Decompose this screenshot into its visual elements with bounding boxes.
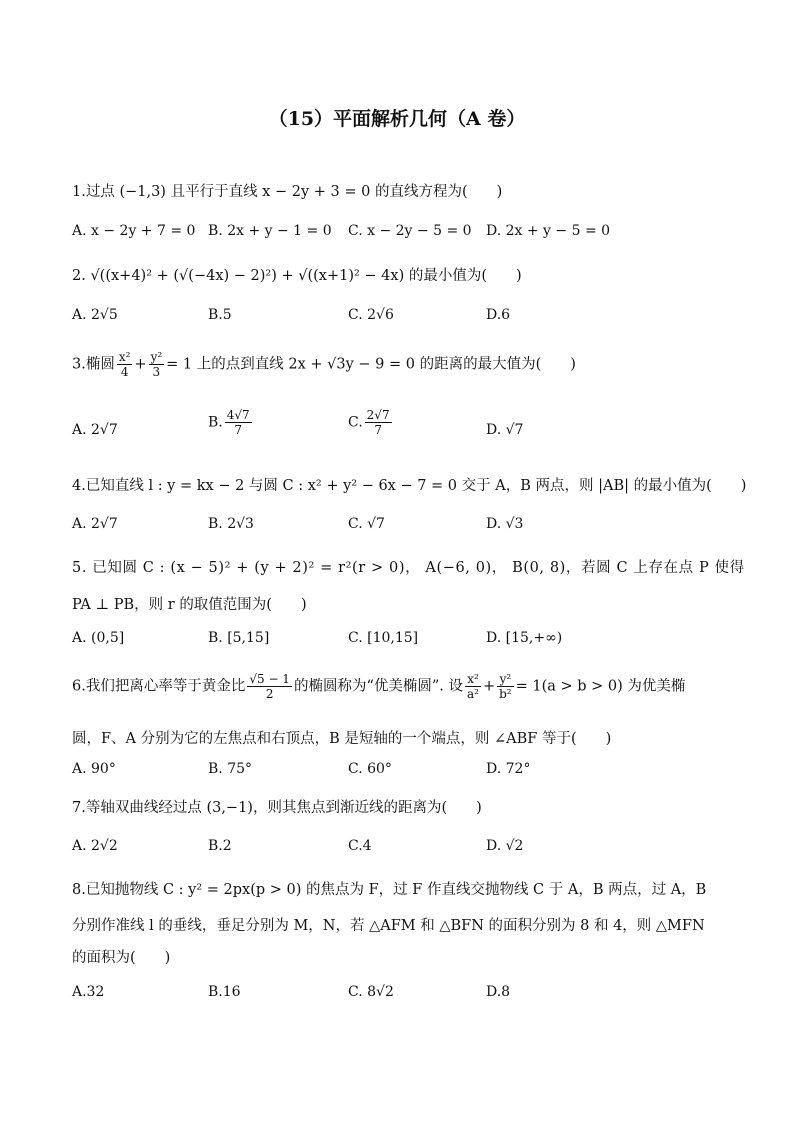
q3-optb-num: 4√7 (226, 408, 250, 422)
q6-option-b: B. 75° (208, 761, 253, 777)
q3-fraction-y (149, 350, 165, 379)
q5-stem-line1: 5. 已知圆 C : (x − 5)² + (y + 2)² = r²(r > 0)， A(−6, 0)， B(0, 8)，若圆 C 上存在点 P 使得 (72, 560, 745, 576)
q6-golden-ratio-fraction (247, 672, 292, 701)
q8-stem-line2: 分别作准线 l 的垂线，垂足分别为 M，N，若 △AFM 和 △BFN 的面积分别为 8 和 4，则 △MFN (72, 918, 705, 934)
q6-e-den2: b² (499, 687, 512, 701)
q3-frac1-num: x² (118, 350, 131, 364)
q3-option-d: D. √7 (486, 422, 524, 438)
q6-option-c: C. 60° (348, 761, 392, 777)
q3-optb-den: 7 (234, 423, 243, 437)
page-title: （15）平面解析几何（A 卷） (268, 108, 526, 130)
q7-option-d: D. √2 (486, 838, 524, 854)
q2-option-b: B.5 (208, 307, 232, 323)
q2-option-d: D.6 (486, 307, 511, 323)
q2-option-a: A. 2√5 (72, 307, 118, 323)
q2-option-c: C. 2√6 (348, 307, 394, 323)
q5-option-a: A. (0,5] (72, 630, 125, 646)
q4-option-b: B. 2√3 (208, 516, 254, 532)
q1-option-b: B. 2x + y − 1 = 0 (208, 223, 332, 239)
q6-gold-num: √5 − 1 (249, 672, 290, 686)
q6-e-den1: a² (467, 687, 479, 701)
q8-stem-line1: 8.已知抛物线 C : y² = 2px(p > 0) 的焦点为 F，过 F 作直线交抛物线 C 于 A，B 两点，过 A，B (72, 882, 707, 898)
q3-option-a: A. 2√7 (72, 422, 118, 438)
q4-option-d: D. √3 (486, 516, 524, 532)
q6-e-num1: x² (465, 672, 481, 687)
q7-stem: 7.等轴双曲线经过点 (3,−1)，则其焦点到渐近线的距离为( ) (72, 800, 482, 816)
q7-option-a: A. 2√2 (72, 838, 118, 854)
q6-gold-den: 2 (265, 687, 274, 701)
q6-ellipse-frac-y (497, 672, 514, 701)
q3-option-b-label: B. (208, 414, 223, 431)
q8-option-b: B.16 (208, 984, 241, 1000)
q2-stem: 2. √((x+4)² + (√(−4x) − 2)²) + √((x+1)² − 4x) 的最小值为( ) (72, 268, 522, 284)
q6-ellipse-frac-x (465, 672, 481, 701)
q7-option-c: C.4 (348, 838, 372, 854)
q3-option-c-label: C. (348, 414, 363, 431)
q6-stem-line1: 6.我们把离心率等于黄金比 $\frac{√5 - 1}{2}$ 的椭圆称为“优美椭圆”. 设 $\frac{\text{x²}}{\text{a²}}$ + $\frac{\text{y²}}{\text{b²}}$ = 1(a > b > 0) 为优美椭 (72, 672, 686, 701)
q1-option-c: C. x − 2y − 5 = 0 (348, 223, 472, 239)
q8-stem-line3: 的面积为( ) (72, 950, 171, 966)
q6-stem-mid: 的椭圆称为“优美椭圆”. 设 (293, 678, 463, 695)
q1-option-a: A. x − 2y + 7 = 0 (72, 223, 196, 239)
q3-option-b-fraction (225, 408, 252, 437)
q3-optc-den: 7 (374, 423, 382, 437)
q3-stem: 3.椭圆 $\frac{\text{x²}}{4}$ + $\frac{\text{y²}}{3}$ = 1 上的点到直线 2x + √3y − 9 = 0 的距离的最大值为( ) (72, 350, 576, 379)
q8-option-d: D.8 (486, 984, 511, 1000)
q6-option-d: D. 72° (486, 761, 531, 777)
q3-fraction-x (117, 350, 133, 379)
q6-stem-prefix: 6.我们把离心率等于黄金比 (72, 678, 246, 695)
q3-frac2-num: y² (150, 350, 163, 364)
q5-option-b: B. [5,15] (208, 630, 270, 646)
q6-stem-suffix: = 1(a > b > 0) 为优美椭 (515, 678, 686, 695)
q3-optc-num: 2√7 (366, 408, 390, 422)
q3-option-b (208, 408, 254, 437)
q5-option-d: D. [15,+∞) (486, 630, 563, 646)
q6-e-num2: y² (497, 672, 514, 687)
q3-option-c (348, 408, 394, 437)
q3-stem-prefix: 3.椭圆 (72, 356, 115, 373)
q8-option-a: A.32 (72, 984, 105, 1000)
q1-stem: 1.过点 (−1,3) 且平行于直线 x − 2y + 3 = 0 的直线方程为( ) (72, 184, 503, 200)
q3-frac2-den: 3 (152, 365, 161, 379)
q6-option-a: A. 90° (72, 761, 116, 777)
q7-option-b: B.2 (208, 838, 232, 854)
q8-option-c: C. 8√2 (348, 984, 394, 1000)
q5-stem-line2: PA ⊥ PB，则 r 的取值范围为( ) (72, 597, 307, 613)
q6-stem-line2: 圆，F、A 分别为它的左焦点和右顶点，B 是短轴的一个端点，则 ∠ABF 等于( ) (72, 731, 612, 747)
q4-option-c: C. √7 (348, 516, 385, 532)
q4-option-a: A. 2√7 (72, 516, 118, 532)
q3-frac1-den: 4 (120, 365, 129, 379)
q3-option-c-fraction (365, 408, 392, 437)
q4-stem: 4.已知直线 l : y = kx − 2 与圆 C : x² + y² − 6x − 7 = 0 交于 A，B 两点，则 |AB| 的最小值为( ) (72, 478, 747, 494)
q1-option-d: D. 2x + y − 5 = 0 (486, 223, 611, 239)
q5-option-c: C. [10,15] (348, 630, 419, 646)
q3-stem-suffix: = 1 上的点到直线 2x + √3y − 9 = 0 的距离的最大值为( ) (166, 356, 576, 373)
